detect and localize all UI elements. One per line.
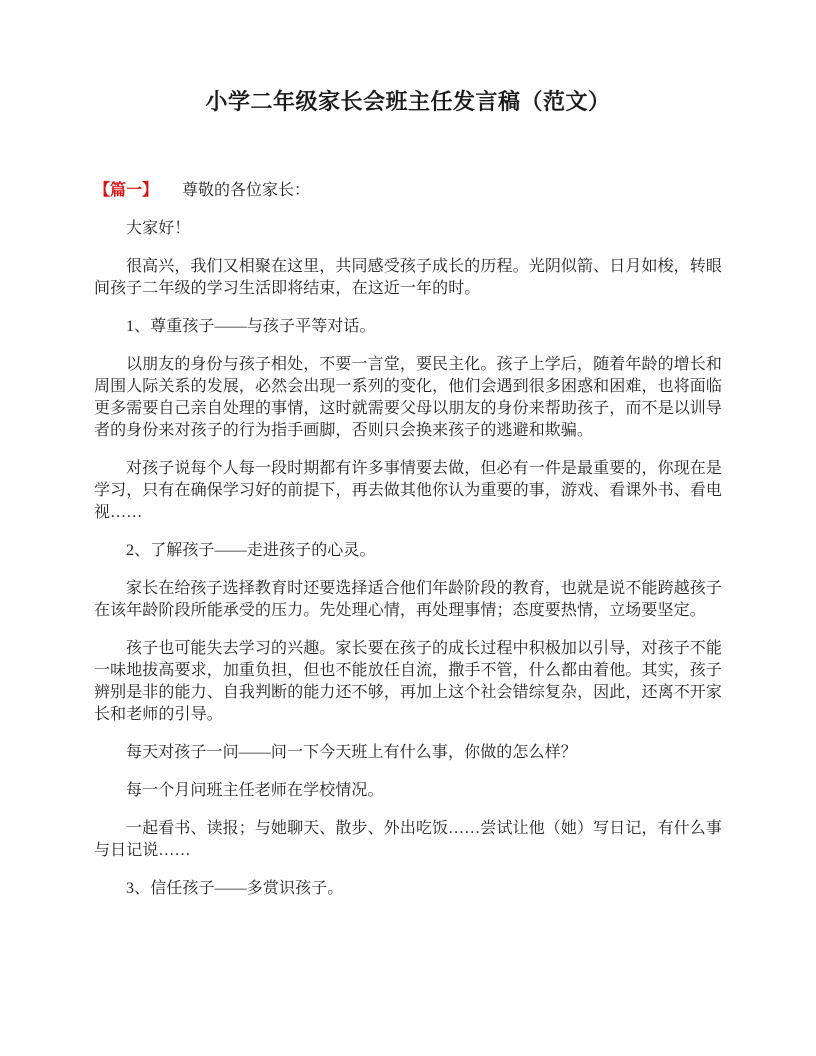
section-header (94, 180, 722, 202)
paragraph: 3、信任孩子——多赏识孩子。 (126, 880, 344, 897)
paragraph: 1、尊重孩子——与孩子平等对话。 (126, 318, 376, 335)
section-badge: 【篇一】 (94, 182, 159, 199)
document-title: 小学二年级家长会班主任发言稿（范文） (205, 89, 611, 114)
paragraph: 每一个月问班主任老师在学校情况。 (126, 782, 384, 799)
paragraph: 一起看书、读报；与她聊天、散步、外出吃饭……尝试让他（她）写日记，有什么事与日记说…… (94, 820, 722, 859)
salutation: 尊敬的各位家长： (182, 182, 311, 199)
paragraph: 孩子也可能失去学习的兴趣。家长要在孩子的成长过程中积极加以引导，对孩子不能一味地拔高要求，加重负担，但也不能放任自流，撒手不管，什么都由着他。其实，孩子辨别是非的能力、自我判断的能力还不够，再加上这个社会错综复杂，因此，还离不开家长和老师的引导。 (94, 640, 722, 723)
paragraph: 每天对孩子一问——问一下今天班上有什么事，你做的怎么样？ (126, 744, 577, 761)
paragraph: 对孩子说每个人每一段时期都有许多事情要去做，但必有一件是最重要的，你现在是学习，只有在确保学习好的前提下，再去做其他你认为重要的事，游戏、看课外书、看电视…… (94, 460, 722, 521)
paragraph: 家长在给孩子选择教育时还要选择适合他们年龄阶段的教育，也就是说不能跨越孩子在该年龄阶段所能承受的压力。先处理心情，再处理事情；态度要热情，立场要坚定。 (94, 580, 722, 619)
paragraph: 很高兴，我们又相聚在这里，共同感受孩子成长的历程。光阴似箭、日月如梭，转眼间孩子二年级的学习生活即将结束，在这近一年的时。 (94, 258, 722, 297)
paragraph: 2、了解孩子——走进孩子的心灵。 (126, 542, 376, 559)
paragraph: 大家好！ (126, 220, 191, 237)
paragraph: 以朋友的身份与孩子相处，不要一言堂，要民主化。孩子上学后，随着年龄的增长和周围人际关系的发展，必然会出现一系列的变化，他们会遇到很多困惑和困难，也将面临更多需要自己亲自处理的事情，这时就需要父母以朋友的身份来帮助孩子，而不是以训导者的身份来对孩子的行为指手画脚，否则只会换来孩子的逃避和欺骗。 (94, 356, 722, 439)
